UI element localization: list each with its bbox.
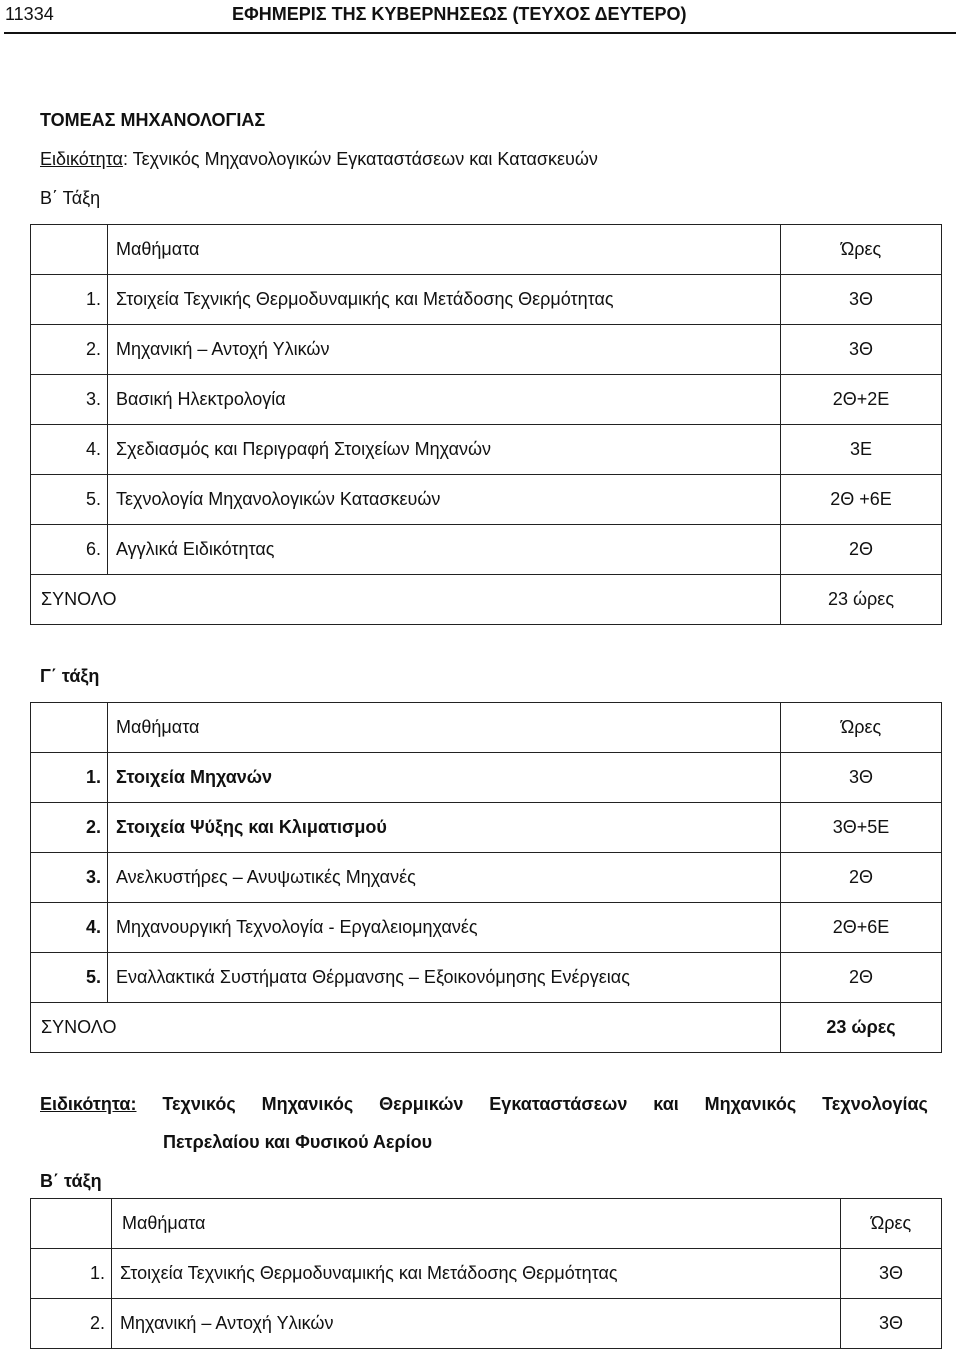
specialty-2-label: Ειδικότητα:	[40, 1094, 137, 1114]
specialty-2-name-line2: Πετρελαίου και Φυσικού Αερίου	[163, 1132, 433, 1152]
class-b-table-2	[30, 1198, 942, 1349]
page-number: 11334	[5, 4, 54, 24]
table-row	[31, 1249, 942, 1299]
class-b-table	[30, 224, 942, 625]
table-row	[31, 853, 942, 903]
course-name: Μηχανική – Αντοχή Υλικών	[108, 325, 781, 375]
col-hours-header: Ώρες	[781, 703, 942, 753]
class-b-title: Β΄ Τάξη	[40, 188, 101, 208]
specialty-2-word: Τεχνολογίας	[822, 1094, 928, 1114]
row-number: 5.	[31, 475, 108, 525]
course-name: Στοιχεία Τεχνικής Θερμοδυναμικής και Μετάδοσης Θερμότητας	[108, 275, 781, 325]
total-value: 23 ώρες	[781, 1003, 942, 1053]
row-number: 3.	[31, 853, 108, 903]
row-number: 1.	[31, 1249, 112, 1299]
row-number: 5.	[31, 953, 108, 1003]
col-courses-header: Μαθήματα	[108, 225, 781, 275]
course-name: Αγγλικά Ειδικότητας	[108, 525, 781, 575]
specialty-1-heading	[40, 149, 598, 170]
course-name: Σχεδιασμός και Περιγραφή Στοιχείων Μηχανών	[108, 425, 781, 475]
row-number: 4.	[31, 903, 108, 953]
course-name: Μηχανουργική Τεχνολογία - Εργαλειομηχανές	[108, 903, 781, 953]
course-name: Τεχνολογία Μηχανολογικών Κατασκευών	[108, 475, 781, 525]
course-name: Στοιχεία Τεχνικής Θερμοδυναμικής και Μετάδοσης Θερμότητας	[112, 1249, 841, 1299]
table-header-row	[31, 1199, 942, 1249]
table-row	[31, 803, 942, 853]
course-hours: 2Θ	[781, 525, 942, 575]
specialty-2-heading	[40, 1094, 928, 1115]
course-hours: 2Θ	[781, 853, 942, 903]
table-row	[31, 753, 942, 803]
course-hours: 2Θ +6Ε	[781, 475, 942, 525]
course-name: Μηχανική – Αντοχή Υλικών	[112, 1299, 841, 1349]
row-number: 2.	[31, 325, 108, 375]
course-hours: 3Θ	[781, 753, 942, 803]
row-number: 1.	[31, 275, 108, 325]
col-hours-header: Ώρες	[841, 1199, 942, 1249]
course-name: Βασική Ηλεκτρολογία	[108, 375, 781, 425]
course-hours: 3Θ	[781, 325, 942, 375]
total-value: 23 ώρες	[781, 575, 942, 625]
table-row	[31, 525, 942, 575]
gazette-title: ΕΦΗΜΕΡΙΣ ΤΗΣ ΚΥΒΕΡΝΗΣΕΩΣ (ΤΕΥΧΟΣ ΔΕΥΤΕΡΟ)	[232, 4, 687, 24]
row-number: 1.	[31, 753, 108, 803]
specialty-2-word: Μηχανικός	[704, 1094, 797, 1114]
specialty-1-label: Ειδικότητα	[40, 149, 123, 169]
row-number: 2.	[31, 803, 108, 853]
row-number: 3.	[31, 375, 108, 425]
course-name: Εναλλακτικά Συστήματα Θέρμανσης – Εξοικονόμησης Ενέργειας	[108, 953, 781, 1003]
row-number: 2.	[31, 1299, 112, 1349]
course-name: Ανελκυστήρες – Ανυψωτικές Μηχανές	[108, 853, 781, 903]
total-label: ΣΥΝΟΛΟ	[31, 1003, 781, 1053]
row-number: 4.	[31, 425, 108, 475]
table-row	[31, 425, 942, 475]
table-row	[31, 953, 942, 1003]
course-hours: 2Θ	[781, 953, 942, 1003]
course-hours: 3Θ	[781, 275, 942, 325]
table-row	[31, 475, 942, 525]
total-row	[31, 1003, 942, 1053]
course-hours: 3Θ+5Ε	[781, 803, 942, 853]
specialty-2-word: Μηχανικός	[261, 1094, 354, 1114]
col-courses-header: Μαθήματα	[112, 1199, 841, 1249]
total-row	[31, 575, 942, 625]
table-row	[31, 375, 942, 425]
course-hours: 3Θ	[841, 1299, 942, 1349]
total-label: ΣΥΝΟΛΟ	[31, 575, 781, 625]
header-rule	[4, 32, 956, 34]
specialty-2-word: Εγκαταστάσεων	[489, 1094, 628, 1114]
course-hours: 3Ε	[781, 425, 942, 475]
specialty-2-word: και	[653, 1094, 679, 1114]
course-name: Στοιχεία Ψύξης και Κλιματισμού	[108, 803, 781, 853]
class-c-title: Γ΄ τάξη	[40, 666, 100, 686]
table-row	[31, 903, 942, 953]
table-row	[31, 275, 942, 325]
table-header-row	[31, 703, 942, 753]
specialty-2-word: Θερμικών	[379, 1094, 464, 1114]
class-b-title-2: Β΄ τάξη	[40, 1171, 102, 1191]
table-header-row	[31, 225, 942, 275]
course-name: Στοιχεία Μηχανών	[108, 753, 781, 803]
specialty-2-word: Τεχνικός	[162, 1094, 236, 1114]
specialty-1-name: : Τεχνικός Μηχανολογικών Εγκαταστάσεων και Κατασκευών	[122, 149, 598, 169]
col-courses-header: Μαθήματα	[108, 703, 781, 753]
col-hours-header: Ώρες	[781, 225, 942, 275]
page-header	[0, 0, 960, 30]
course-hours: 2Θ+6Ε	[781, 903, 942, 953]
class-c-table	[30, 702, 942, 1053]
row-number: 6.	[31, 525, 108, 575]
sector-title: ΤΟΜΕΑΣ ΜΗΧΑΝΟΛΟΓΙΑΣ	[40, 110, 266, 130]
course-hours: 3Θ	[841, 1249, 942, 1299]
course-hours: 2Θ+2Ε	[781, 375, 942, 425]
table-row	[31, 325, 942, 375]
table-row	[31, 1299, 942, 1349]
